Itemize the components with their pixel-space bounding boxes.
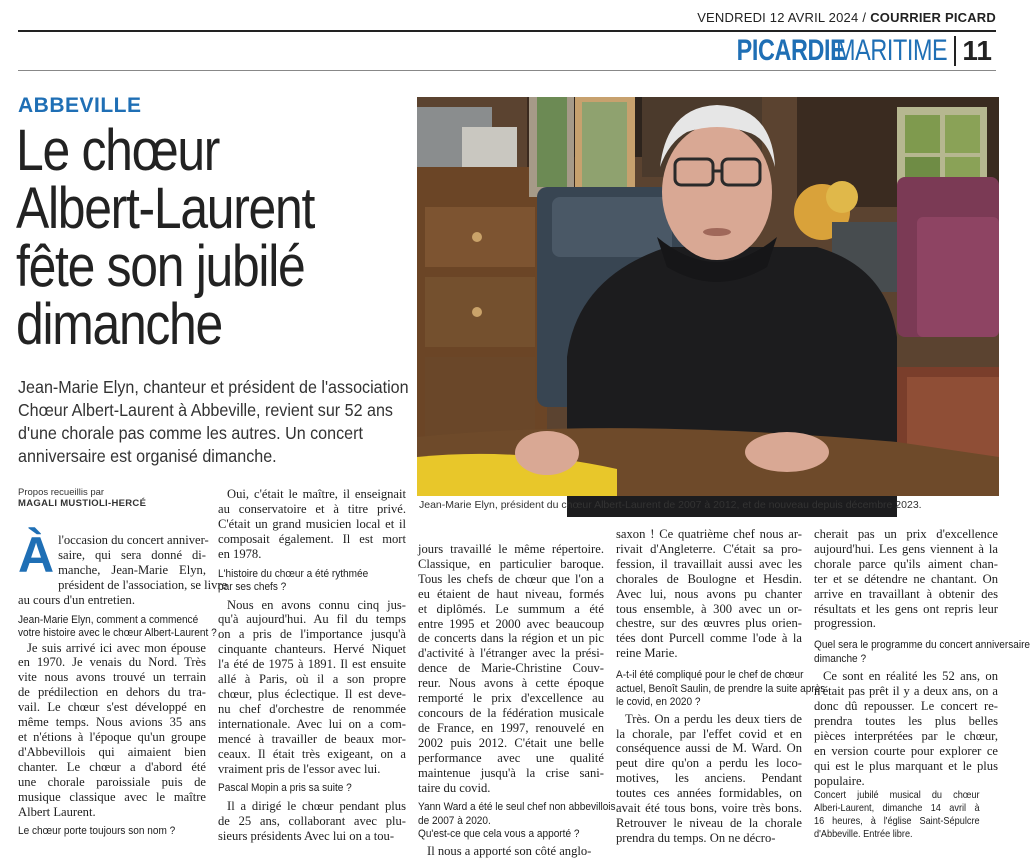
text-line: par ses chefs ?: [218, 581, 287, 594]
text-line: d'une chorale pas comme les autres. Un concert: [18, 423, 363, 443]
text-line: allé à Paris, où il a son propre: [218, 672, 406, 687]
intro-paragraph: [18, 527, 228, 608]
text-line: Il a dirigé le chœur pendant plus: [227, 798, 406, 813]
text-line: on a pris de l'importance jusqu'à: [218, 627, 406, 642]
text-line: manche, Jean-Marie Elyn,: [58, 562, 206, 577]
text-line: d'activité à l'étranger avec la prési-: [418, 646, 604, 661]
answer-3: [218, 598, 406, 777]
text-line: de prédilection en dehors du tra-: [18, 685, 206, 700]
top-rule: [18, 30, 996, 32]
text-line: Le chœur porte toujours son nom ?: [18, 825, 176, 838]
question-8: [814, 639, 1030, 666]
text-line: chorales de Boulogne et Hesdin.: [616, 571, 802, 586]
text-line: toutes ces années formidables, on: [616, 786, 802, 801]
text-line: Retrouver le niveau de la chorale: [616, 816, 802, 830]
answer-6: [418, 844, 604, 859]
text-line: Qu'est-ce que cela vous a apporté ?: [418, 828, 580, 841]
text-line: rivait d'Angleterre. C'était sa pro-: [616, 541, 802, 556]
text-line: Concert jubilé musical du chœur: [814, 789, 980, 801]
text-line: musique classique avec le maître: [18, 789, 206, 804]
text-line: Avec lui, nous avons pu chanter: [616, 586, 802, 601]
column-5: [814, 527, 1030, 841]
text-line: motives, les anciens. Pendant: [616, 771, 802, 786]
column-3: [418, 542, 619, 859]
text-line: internationale. Avec lui on a com-: [218, 716, 406, 731]
text-line: dimanche ?: [814, 652, 867, 665]
text-line: sieurs présidents Avec lui on a tou-: [218, 828, 395, 843]
text-line: au conservatoire et à titre privé.: [218, 501, 406, 516]
text-line: avait été tous bons, voire très bons.: [616, 801, 802, 816]
text-line: saire, qui sera donné di-: [58, 547, 206, 562]
text-line: arrive en travaillant à obtenir des: [814, 586, 998, 601]
text-line: fession, il travaillait aussi avec les: [616, 556, 802, 571]
text-line: vail. Le chœur s'est développé en: [18, 700, 206, 715]
text-line: aujourd'hui. Les gens viennent à la: [814, 541, 998, 556]
text-line: L'histoire du chœur a été rythmée: [218, 567, 369, 580]
article-headline: [16, 118, 357, 357]
author-name: MAGALI MUSTIOLI-HERCÉ: [18, 498, 147, 509]
credit-label: Propos recueillis par: [18, 487, 105, 498]
column-1: [18, 487, 228, 839]
question-2: [18, 825, 206, 839]
text-line: vite nous avons trouvé un terrain: [18, 670, 206, 685]
question-6: [418, 828, 604, 842]
text-line: qu'à aujourd'hui. Au fil du temps: [218, 612, 406, 627]
text-line: populaire.: [814, 773, 865, 788]
section-name-bold: PICARDIE: [737, 34, 846, 67]
text-line: même temps. Nous avions 35 ans: [18, 715, 206, 730]
text-line: tées dont Purcell comme l'ode à la: [616, 631, 802, 646]
text-line: de 2007 à 2020.: [418, 814, 491, 827]
text-line: fête son jubilé: [16, 234, 305, 299]
text-line: Albert-Laurent: [16, 176, 315, 241]
text-line: ter et se détendre ne chantant. On: [814, 571, 998, 586]
date-line: [18, 10, 996, 25]
text-line: 16 heures, à l'église Saint-Sépulcre: [814, 815, 980, 827]
text-line: composait également. Il est mort: [218, 531, 406, 546]
text-line: d'Abbevillois qui aimaient bien: [18, 744, 206, 759]
question-1: [18, 613, 217, 641]
concert-info: [814, 789, 998, 841]
section-name-light: MARITIME: [835, 34, 948, 67]
page-number: 11: [962, 35, 992, 66]
text-line: C'était un grand musicien local et il: [218, 516, 406, 531]
text-line: dence de Marie-Christine Couv-: [418, 661, 604, 676]
text-line: actuel, Benoît Saulin, de prendre la suite après: [616, 682, 826, 695]
question-7: [616, 669, 826, 710]
text-line: votre histoire avec le chœur Albert-Laurent ?: [18, 627, 217, 640]
text-line: mencé à travailler de beaux mor-: [218, 731, 406, 746]
text-line: A-t-il été compliqué pour le chef de chœur: [616, 669, 804, 682]
text-line: chestre, sur des œuvres plus orien-: [616, 616, 802, 631]
text-line: une chorale paroissiale puis de: [18, 774, 206, 789]
photo-illustration: [417, 97, 999, 496]
text-line: Je suis arrivé ici avec mon épouse: [27, 640, 206, 655]
text-line: tous ensemble, à 300 avec un or-: [616, 601, 802, 616]
text-line: Nous en avons connu cinq jus-: [227, 597, 406, 612]
answer-4: [218, 799, 406, 844]
text-line: la chorale, par l'effet covid et en: [616, 726, 802, 741]
text-line: Très. On a perdu les deux tiers de: [625, 711, 802, 726]
text-line: le covid, en 2020 ?: [616, 696, 701, 709]
text-line: Yann Ward a été le seul chef non abbevillois,: [418, 801, 619, 814]
text-line: l'occasion du concert anniver-: [58, 533, 209, 547]
text-line: ceaux. Il était très exigeant, on a: [218, 746, 406, 761]
column-2: [218, 487, 406, 844]
text-line: n'était pas prêt il y a deux ans, on a: [814, 684, 998, 699]
text-line: remporté le prix d'excellence au: [418, 691, 604, 706]
text-line: Chœur Albert-Laurent à Abbeville, revient sur 52 ans: [18, 400, 393, 420]
text-line: en version courte pour explorer ce: [814, 743, 998, 758]
column-4: [616, 527, 826, 846]
text-line: saxon ! Ce quatrième chef nous ar-: [616, 527, 802, 541]
text-line: conséquence aussi de M. Ward. On: [616, 741, 802, 756]
text-line: Tous les chefs de chœur que l'on a: [418, 571, 604, 586]
newspaper-name: COURRIER PICARD: [870, 10, 996, 25]
text-line: Ce sont en réalité les 52 ans, on: [823, 669, 998, 684]
text-line: résultats et les gens ont repris leur: [814, 601, 998, 616]
text-line: maintenue jusqu'à la crise sani-: [418, 765, 604, 780]
text-line: donc dû repousser. Le concert re-: [814, 699, 998, 714]
text-line: Jean-Marie Elyn, comment a commencé: [18, 613, 199, 626]
answer-9: [814, 527, 998, 631]
text-line: cinquante chanteurs. Hervé Niquet: [218, 642, 406, 657]
text-line: Classique, en particulier baroque.: [418, 556, 604, 571]
text-line: Quel sera le programme du concert anniversaire: [814, 639, 1030, 652]
text-line: en 1970. Je venais du Nord. Très: [18, 655, 206, 670]
answer-7: [616, 527, 802, 661]
text-line: Le chœur: [16, 118, 220, 183]
text-line: anniversaire est organisé dimanche.: [18, 446, 277, 466]
text-line: Albert Laurent.: [18, 804, 96, 819]
text-line: et n'étions à l'époque qu'un groupe: [18, 729, 206, 744]
text-line: Oui, c'était le maître, il enseignait: [227, 487, 406, 501]
section-header: [706, 34, 992, 68]
article-lead: [18, 376, 410, 468]
answer-1: [18, 641, 206, 820]
text-line: peut dire qu'on a perdu les loco-: [616, 756, 802, 771]
text-line: concours de la fédération musicale: [418, 705, 604, 720]
section-rule: [18, 70, 996, 71]
text-line: l'a été de 1975 à 1891. Il est ensuite: [218, 657, 406, 672]
text-line: Jean-Marie Elyn, chanteur et président de l'association: [18, 377, 409, 397]
text-line: d'Abbeville. Entrée libre.: [814, 828, 913, 840]
text-line: prendra toutes les plus belles: [814, 714, 998, 729]
text-line: entre 1995 et 2000 avec beaucoup: [418, 616, 604, 631]
text-line: qui est le plus marquant et le plus: [814, 758, 998, 773]
text-line: dimanche: [16, 292, 222, 357]
text-line: chœur, plus éclectique. Il est deve-: [218, 686, 406, 701]
text-line: prendra du temps. On ne décro-: [616, 830, 776, 845]
photo-caption: Jean-Marie Elyn, président du chœur Albert-Laurent de 2007 à 2012, et de nouveau depuis décembre 2023.: [419, 499, 922, 511]
text-line: progression.: [814, 616, 876, 631]
drop-cap: À: [18, 527, 55, 583]
issue-date: VENDREDI 12 AVRIL 2024: [697, 10, 859, 25]
text-line: jours travaillé le même répertoire.: [418, 542, 604, 556]
text-line: cherait pas un prix d'excellence: [814, 527, 998, 541]
text-line: au cours d'un entretien.: [18, 592, 135, 607]
text-line: vraiment pris de l'essor avec lui.: [218, 761, 381, 776]
section-divider: [954, 36, 956, 66]
text-line: chanter. Le chœur a d'abord été: [18, 759, 206, 774]
answer-2: [218, 487, 406, 562]
article-photo: [417, 97, 999, 496]
question-5: [418, 801, 619, 828]
text-line: Alberi-Laurent, dimanche 14 avril à: [814, 802, 980, 814]
answer-10: [814, 669, 998, 788]
text-line: 2002 puis 2012. C'était une belle: [418, 735, 604, 750]
text-line: en 1978.: [218, 546, 262, 561]
text-line: eu étaient de haut niveau, formés: [418, 586, 604, 601]
text-line: nu chef d'orchestre de renommée: [218, 701, 406, 716]
text-line: président de l'association, se livre: [58, 577, 228, 592]
text-line: de France, en 1997, renouvelé en: [418, 720, 604, 735]
date-separator: /: [862, 10, 867, 25]
text-line: et diplômés. Le summum a été: [418, 601, 604, 616]
text-line: pièces interprétées par le chœur,: [814, 728, 998, 743]
text-line: taire du covid.: [418, 780, 491, 795]
text-line: reine Marie.: [616, 646, 678, 661]
text-line: chorale parce qu'ils aiment chan-: [814, 556, 998, 571]
text-line: de concerts dans la région et un pic: [418, 631, 604, 646]
question-3: [218, 568, 406, 595]
text-line: reur. Nous avons à cette époque: [418, 676, 604, 691]
article-kicker: ABBEVILLE: [18, 94, 142, 117]
answer-5: [418, 542, 604, 795]
text-line: de 25 ans, collaborant avec plu-: [218, 813, 406, 828]
question-4: [218, 782, 406, 796]
text-line: performance avec une qualité: [418, 750, 604, 765]
answer-8: [616, 712, 802, 846]
author-credit: [18, 487, 206, 509]
text-line: Il nous a apporté son côté anglo-: [427, 843, 592, 858]
text-line: Pascal Mopin a pris sa suite ?: [218, 782, 352, 795]
